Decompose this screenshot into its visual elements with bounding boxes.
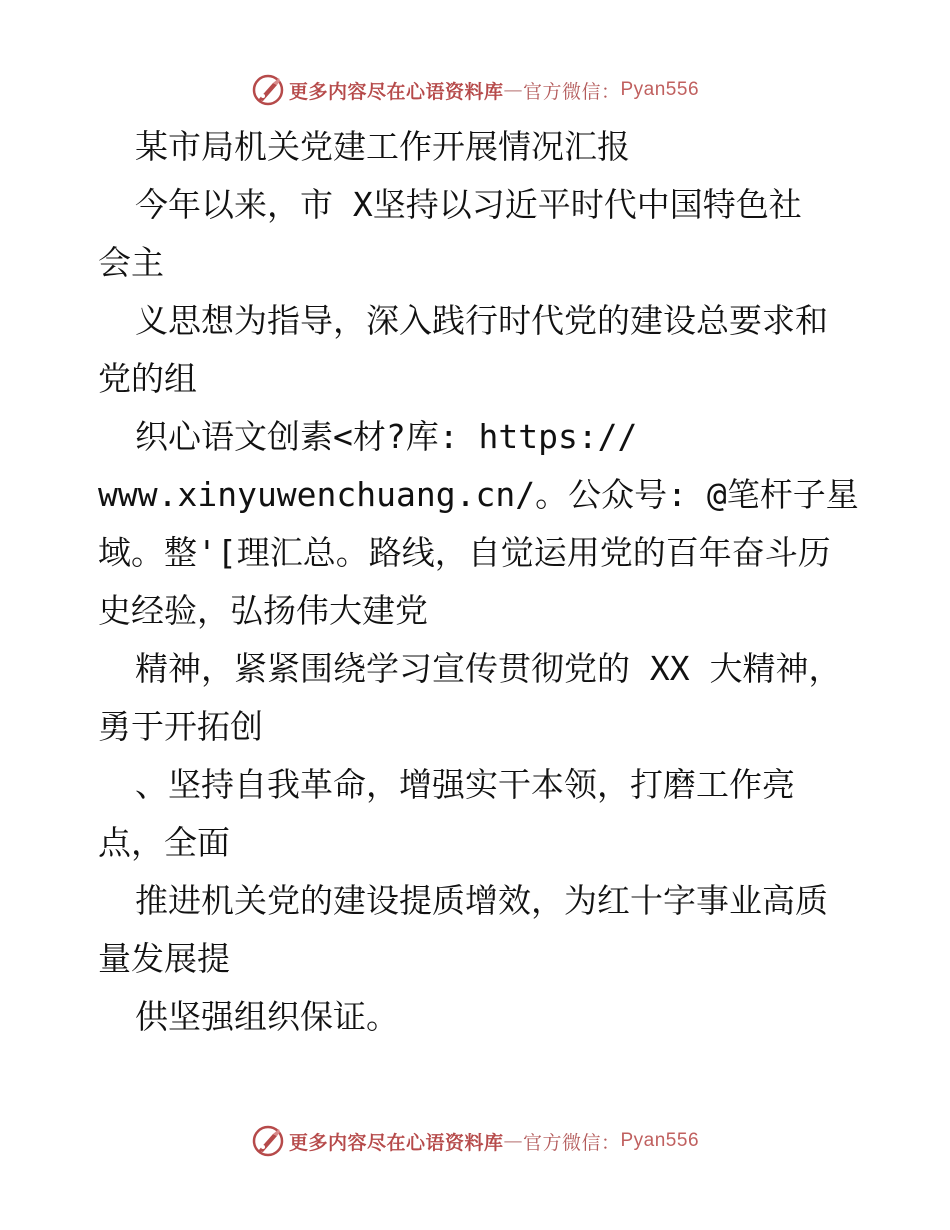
banner-wechat-handle: Pyan556 (620, 79, 700, 100)
paragraph-line: 党的组 (98, 359, 197, 398)
banner-dash: — (503, 1130, 523, 1152)
paragraph-line: 供坚强组织保证。 (135, 997, 399, 1036)
paragraph-line: 域。整'[理汇总。路线，自觉运用党的百年奋斗历 (98, 533, 831, 572)
header-watermark-banner (0, 70, 950, 110)
paragraph-line: 、坚持自我革命，增强实干本领，打磨工作亮 (135, 765, 795, 804)
paragraph-line: 会主 (98, 243, 164, 282)
paragraph-line: 义思想为指导，深入践行时代党的建设总要求和 (135, 301, 828, 340)
paragraph-line: 量发展提 (98, 939, 230, 978)
paragraph-line: 勇于开拓创 (98, 707, 263, 746)
quill-pen-logo-icon (251, 1124, 285, 1158)
paragraph-line: 今年以来，市 X坚持以习近平时代中国特色社 (135, 185, 802, 224)
paragraph-line: 精神，紧紧围绕学习宣传贯彻党的 XX 大精神， (135, 649, 842, 688)
paragraph-line: 织心语文创素<材?库: https:// (135, 417, 638, 456)
banner-lead-text: 更多内容尽在心语资料库 (288, 80, 504, 103)
paragraph-line: 史经验，弘扬伟大建党 (98, 591, 428, 630)
banner-lead-text: 更多内容尽在心语资料库 (288, 1131, 504, 1154)
banner-wechat-handle: Pyan556 (620, 1130, 700, 1151)
document-body (98, 118, 878, 1046)
paragraph-line: www.xinyuwenchuang.cn/。公众号: @笔杆子星 (98, 475, 859, 514)
footer-watermark-banner (0, 1121, 950, 1161)
quill-pen-logo-icon (251, 73, 285, 107)
document-title: 某市局机关党建工作开展情况汇报 (135, 127, 630, 166)
paragraph-line: 推进机关党的建设提质增效，为红十字事业高质 (135, 881, 828, 920)
banner-wechat-label: 官方微信： (522, 80, 621, 103)
banner-wechat-label: 官方微信： (522, 1131, 621, 1154)
banner-dash: — (503, 79, 523, 101)
paragraph-line: 点，全面 (98, 823, 230, 862)
